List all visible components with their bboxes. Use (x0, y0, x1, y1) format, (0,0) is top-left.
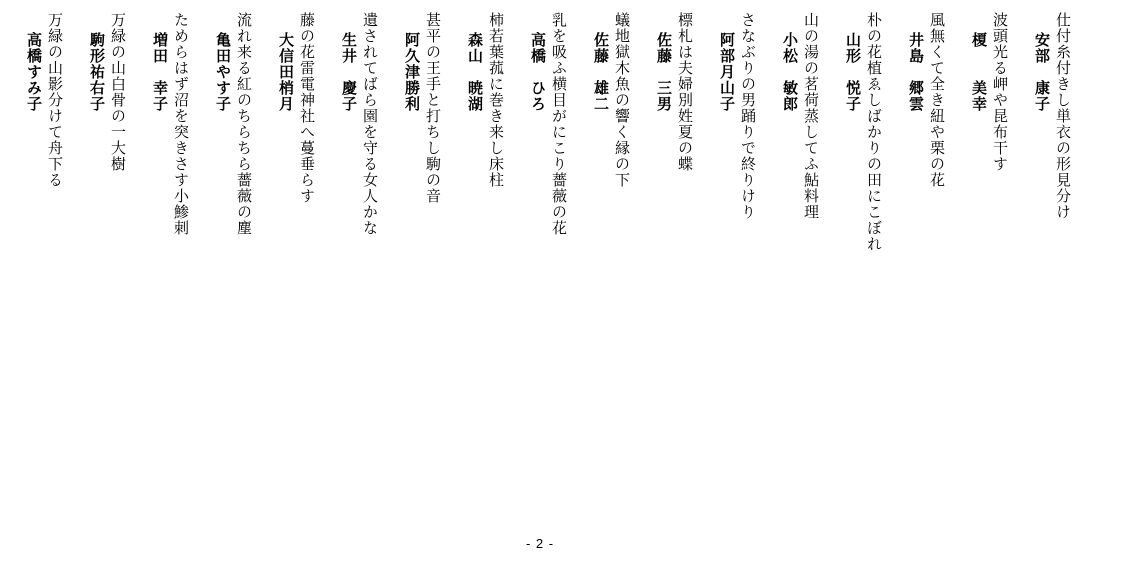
haiku-entry (569, 12, 632, 188)
haiku-entry (128, 12, 191, 236)
haiku-author: 佐藤 雄二 (592, 32, 610, 112)
haiku-text: 朴の花植ゑしばかりの田にこぼれ (865, 12, 883, 252)
haiku-text: ためらはず沼を突きさす小鯵刺 (172, 12, 190, 236)
haiku-text: 流れ来る紅のちらちら薔薇の塵 (235, 12, 253, 236)
haiku-entry (1010, 12, 1073, 220)
haiku-entry (695, 12, 758, 220)
haiku-entry (632, 12, 695, 172)
haiku-text: 山の湯の茗荷蒸してふ鮎料理 (802, 12, 820, 220)
haiku-entry (821, 12, 884, 252)
haiku-text: 藤の花雷電神社へ蔓垂らす (298, 12, 316, 204)
haiku-entry (2, 12, 65, 188)
haiku-author: 大信田梢月 (277, 32, 295, 112)
haiku-author: 阿久津勝利 (403, 32, 421, 112)
haiku-author: 阿部月山子 (718, 32, 736, 112)
haiku-author: 山形 悦子 (844, 32, 862, 112)
haiku-text: さなぶりの男踊りで終りけり (739, 12, 757, 220)
haiku-author: 増田 幸子 (151, 32, 169, 112)
haiku-entry (317, 12, 380, 236)
haiku-text: 遺されてばら園を守る女人かな (361, 12, 379, 236)
haiku-author: 高橋 ひろ (529, 32, 547, 112)
haiku-text: 波頭光る岬や昆布干す (991, 12, 1009, 172)
haiku-text: 甚平の王手と打ちし駒の音 (424, 12, 442, 204)
haiku-text: 風無くて全き紐や栗の花 (928, 12, 946, 188)
haiku-author: 森山 暁湖 (466, 32, 484, 112)
haiku-text: 蟻地獄木魚の響く縁の下 (613, 12, 631, 188)
haiku-entry (380, 12, 443, 204)
haiku-author: 亀田やす子 (214, 32, 232, 112)
haiku-entry (443, 12, 506, 188)
haiku-author: 生井 慶子 (340, 32, 358, 112)
haiku-author: 高橋すみ子 (25, 32, 43, 112)
haiku-entry (947, 12, 1010, 172)
haiku-text: 柿若葉菰に巻き来し床柱 (487, 12, 505, 188)
haiku-author: 小松 敏郎 (781, 32, 799, 112)
haiku-text: 万緑の山白骨の一大樹 (109, 12, 127, 172)
haiku-author: 井島 郷雲 (907, 32, 925, 112)
haiku-author: 安部 康子 (1033, 32, 1051, 112)
haiku-entry (191, 12, 254, 236)
haiku-entry (254, 12, 317, 204)
haiku-entry (506, 12, 569, 236)
haiku-entry (758, 12, 821, 220)
haiku-text: 標札は夫婦別姓夏の蝶 (676, 12, 694, 172)
haiku-text: 万緑の山影分けて舟下る (46, 12, 64, 188)
page-number: - 2 - (525, 536, 555, 551)
haiku-text: 乳を吸ふ横目がにこり薔薇の花 (550, 12, 568, 236)
haiku-author: 佐藤 三男 (655, 32, 673, 112)
haiku-entry (65, 12, 128, 172)
haiku-author: 駒形祐右子 (88, 32, 106, 112)
poem-columns (2, 12, 1073, 252)
haiku-entry (884, 12, 947, 188)
haiku-text: 仕付糸付きし単衣の形見分け (1054, 12, 1072, 220)
haiku-author: 榎 美幸 (970, 32, 988, 112)
